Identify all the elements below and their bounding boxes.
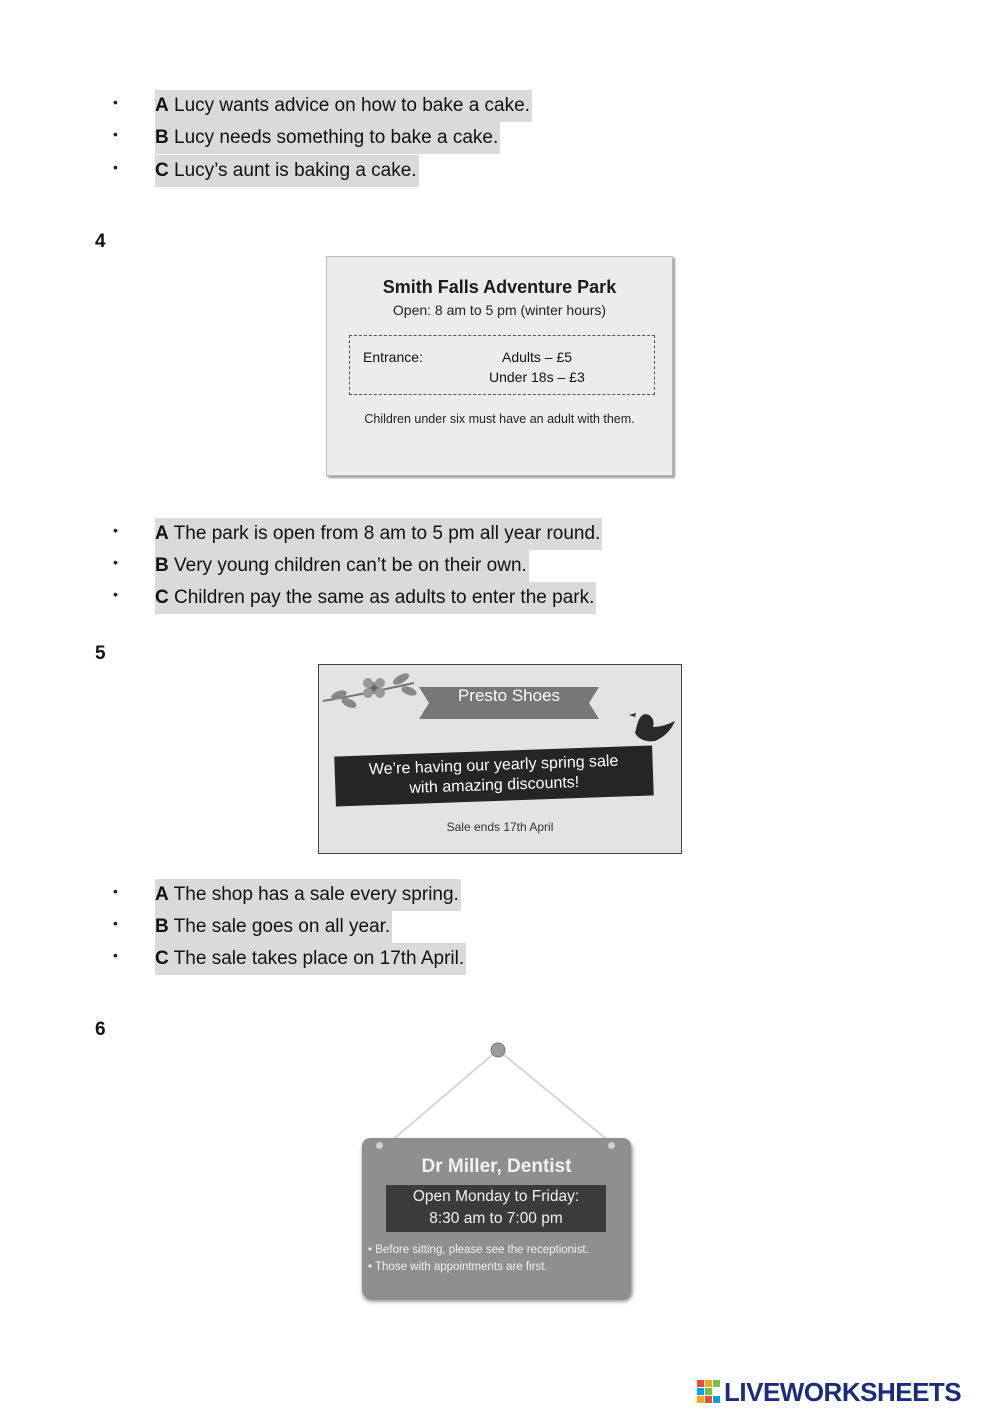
option-label: Very young children can’t be on their own. (174, 555, 527, 576)
option-letter: A (155, 884, 169, 905)
bullet: • (113, 915, 118, 931)
entrance-box (349, 335, 655, 395)
park-hours: Open: 8 am to 5 pm (winter hours) (392, 302, 607, 318)
option-text[interactable] (155, 943, 466, 975)
bullet: • (113, 126, 118, 142)
sign-note-1: • Before sitting, please see the receptionist. (368, 1244, 589, 1256)
option-letter: B (155, 127, 169, 148)
option-letter: A (155, 95, 169, 116)
entrance-label: Entrance: (363, 349, 423, 365)
bullet: • (113, 94, 118, 110)
hours-line-1: Open Monday to Friday: (412, 1188, 580, 1205)
option-label: Lucy wants advice on how to bake a cake. (174, 95, 530, 116)
option-text[interactable] (155, 155, 419, 187)
opening-hours-box (386, 1185, 606, 1232)
option-letter: B (155, 916, 169, 937)
bullet: • (113, 554, 118, 570)
option-text[interactable] (155, 911, 392, 943)
option-text[interactable] (155, 582, 596, 614)
option-label: The sale takes place on 17th April. (173, 948, 465, 969)
sign-hole (376, 1142, 383, 1149)
sign-hole (608, 1142, 615, 1149)
bullet: • (113, 883, 118, 899)
sign-title: Dr Miller, Dentist (421, 1156, 572, 1177)
option-label: Lucy’s aunt is baking a cake. (174, 160, 417, 181)
park-note: Children under six must have an adult with them. (364, 412, 635, 426)
sign-hanger (360, 1040, 640, 1150)
option-text[interactable] (155, 518, 602, 550)
sale-line-1: We’re having our yearly spring sale (368, 752, 619, 779)
logo-text: LIVEWORKSHEETS (724, 1377, 962, 1407)
shop-name: Presto Shoes (457, 686, 561, 705)
park-title: Smith Falls Adventure Park (382, 277, 617, 297)
option-letter: C (155, 160, 169, 181)
question-number-4: 4 (95, 231, 106, 252)
bullet: • (113, 159, 118, 175)
adult-price: Adults – £5 (502, 349, 573, 365)
logo-blocks-icon (697, 1380, 723, 1404)
option-label: The shop has a sale every spring. (173, 884, 459, 905)
shoe-shop-notice (318, 664, 682, 854)
option-label: Lucy needs something to bake a cake. (174, 127, 499, 148)
sale-end-date: Sale ends 17th April (446, 820, 554, 834)
bullet: • (113, 522, 118, 538)
option-label: Children pay the same as adults to enter the park. (174, 587, 595, 608)
sign-note-2: • Those with appointments are first. (368, 1261, 548, 1273)
option-text[interactable] (155, 879, 461, 911)
option-label: The sale goes on all year. (173, 916, 391, 937)
dentist-sign (362, 1138, 631, 1298)
under18-price: Under 18s – £3 (489, 369, 585, 385)
option-letter: B (155, 555, 169, 576)
park-notice (326, 256, 673, 476)
question-number-6: 6 (95, 1019, 106, 1040)
bullet: • (113, 947, 118, 963)
bullet: • (113, 586, 118, 602)
option-letter: C (155, 948, 169, 969)
hours-line-2: 8:30 am to 7:00 pm (429, 1210, 563, 1227)
question-number-5: 5 (95, 643, 106, 664)
option-text[interactable] (155, 90, 532, 122)
option-label: The park is open from 8 am to 5 pm all year round. (173, 523, 601, 544)
option-text[interactable] (155, 550, 529, 582)
option-text[interactable] (155, 122, 500, 154)
option-letter: C (155, 587, 169, 608)
sale-line-2: with amazing discounts! (409, 774, 580, 797)
option-letter: A (155, 523, 169, 544)
